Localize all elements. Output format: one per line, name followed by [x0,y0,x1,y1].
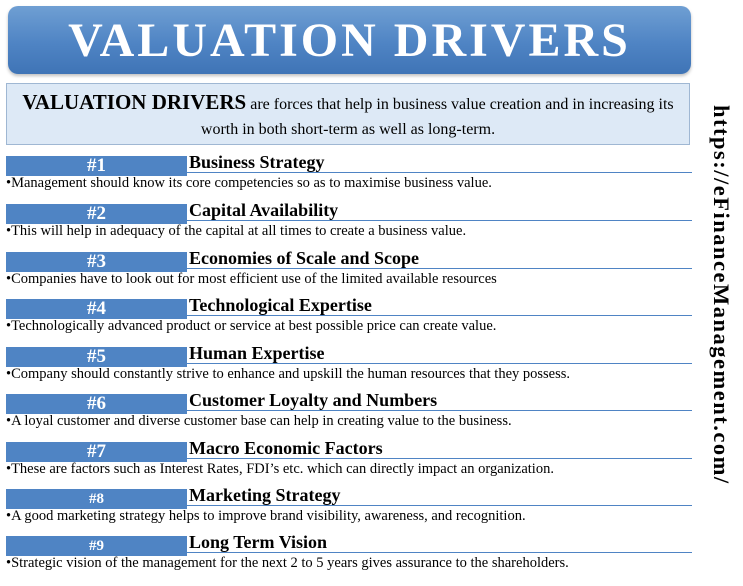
driver-description: •A loyal customer and diverse customer base can help in creating value to the business. [6,413,512,429]
driver-description: •These are factors such as Interest Rates, FDI’s etc. which can directly impact an organization. [6,461,554,477]
driver-item-9 [6,534,692,580]
driver-title: Technological Expertise [189,295,372,315]
driver-description: •Companies have to look out for most efficient use of the limited available resources [6,271,497,287]
divider-line [187,172,692,173]
driver-title: Long Term Vision [189,532,328,552]
driver-description: •Technologically advanced product or service at best possible price can create value. [6,318,497,334]
driver-item-6 [6,392,692,438]
driver-number: #2 [6,204,187,224]
driver-item-3 [6,250,692,296]
driver-title: Customer Loyalty and Numbers [189,390,438,410]
website-url: https://eFinanceManagement.com/ [709,105,734,485]
driver-item-2 [6,202,692,248]
driver-number: #5 [6,347,187,367]
driver-item-5 [6,345,692,391]
driver-item-1 [6,154,692,200]
intro-text: are forces that help in business value creation and in increasing its worth in both short-term as well as long-term. [200,96,674,138]
driver-number: #9 [6,536,187,556]
driver-item-7 [6,440,692,486]
driver-number: #8 [6,489,187,509]
driver-item-4 [6,297,692,343]
divider-line [187,458,692,459]
page-title: VALUATION DRIVERS [8,6,691,74]
driver-title: Economies of Scale and Scope [189,248,420,268]
divider-line [187,268,692,269]
driver-item-8 [6,487,692,533]
driver-description: •A good marketing strategy helps to improve brand visibility, awareness, and recognition. [6,508,526,524]
divider-line [187,552,692,553]
driver-number: #6 [6,394,187,414]
driver-title: Business Strategy [189,152,325,172]
divider-line [187,410,692,411]
driver-number: #1 [6,156,187,176]
divider-line [187,220,692,221]
driver-number: #3 [6,252,187,272]
driver-number: #4 [6,299,187,319]
divider-line [187,363,692,364]
driver-title: Marketing Strategy [189,485,341,505]
divider-line [187,505,692,506]
driver-number: #7 [6,442,187,462]
divider-line [187,315,692,316]
driver-description: •Strategic vision of the management for the next 2 to 5 years gives assurance to the shareholders. [6,555,569,571]
driver-description: •Company should constantly strive to enhance and upskill the human resources that they possess. [6,366,571,382]
intro-lead: VALUATION DRIVERS [22,90,247,114]
driver-description: •This will help in adequacy of the capital at all times to create a business value. [6,223,467,239]
driver-title: Macro Economic Factors [189,438,383,458]
driver-title: Human Expertise [189,343,325,363]
driver-description: •Management should know its core competencies so as to maximise business value. [6,175,492,191]
driver-title: Capital Availability [189,200,339,220]
intro-box [6,83,690,145]
